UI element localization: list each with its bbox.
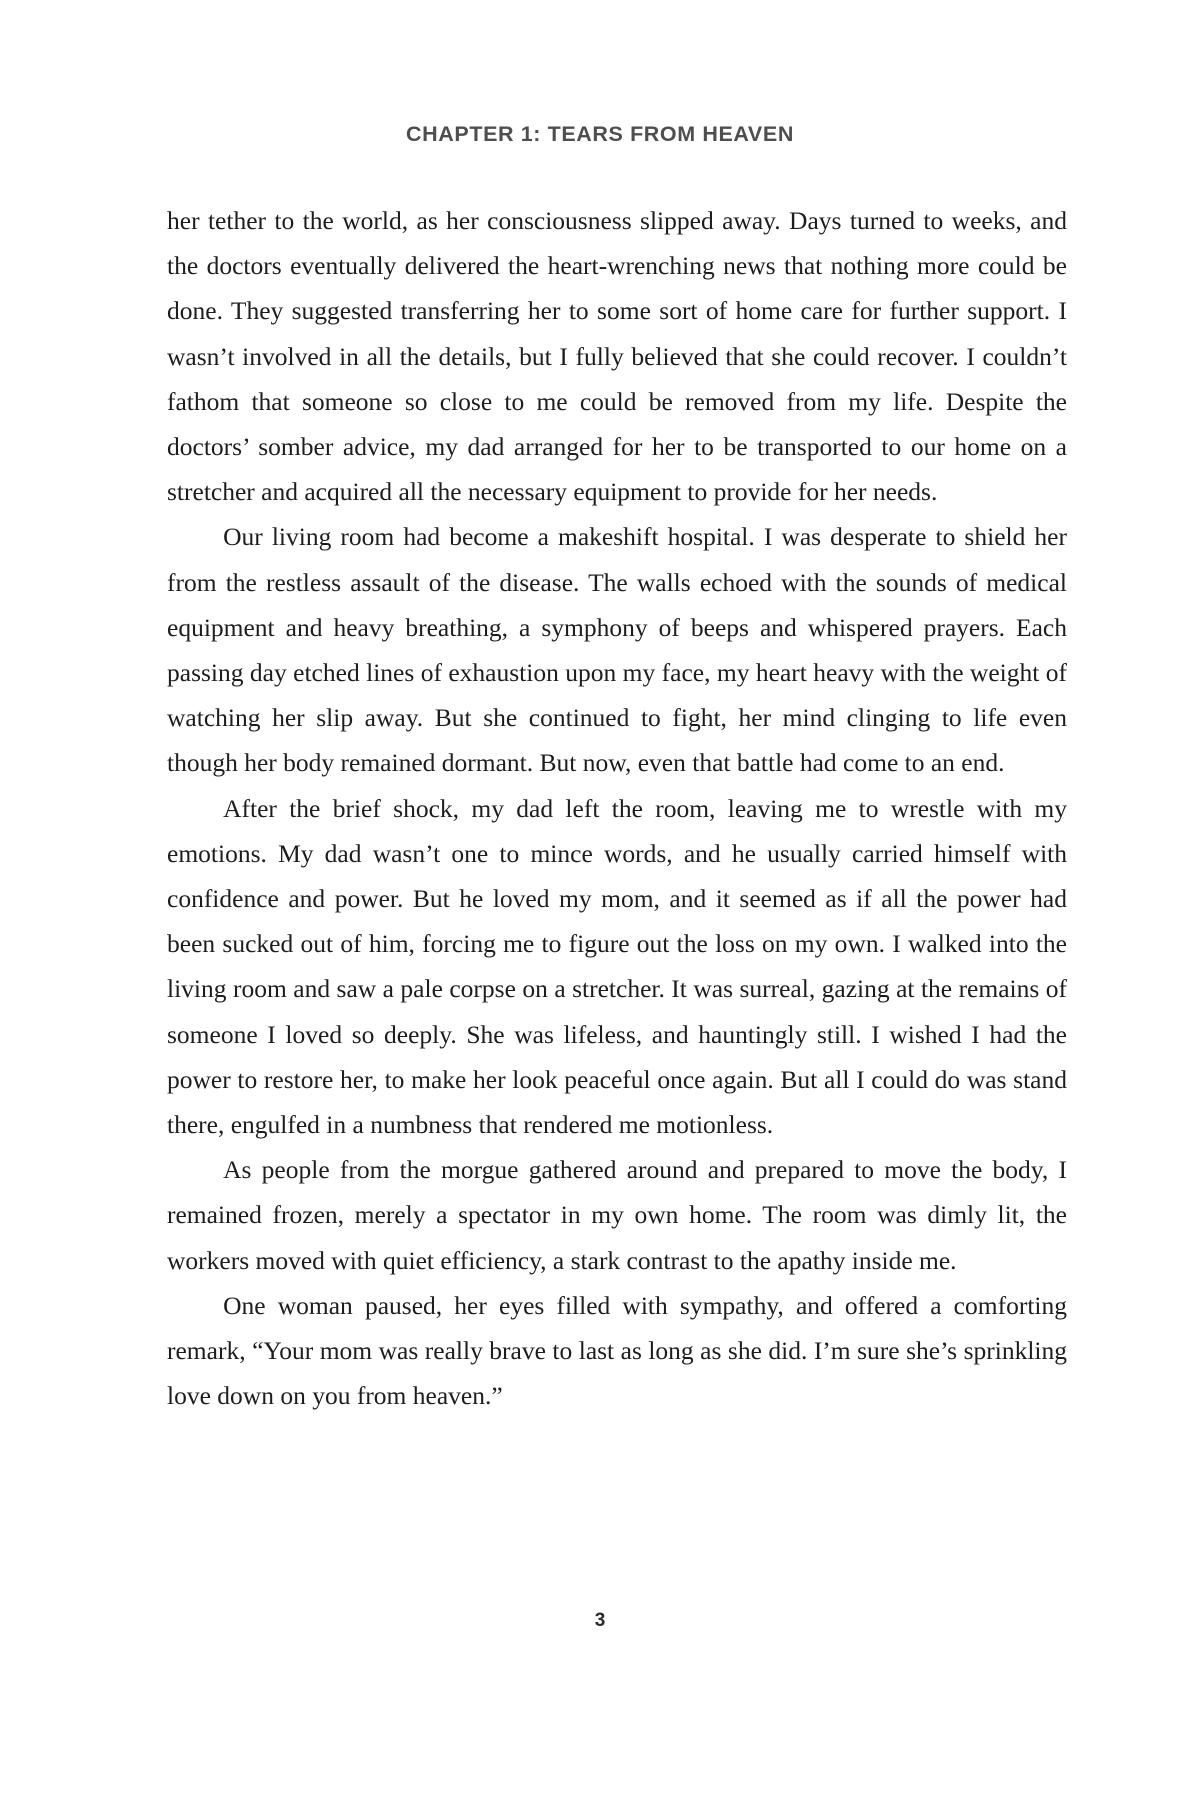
paragraph: As people from the morgue gathered around and prepared to move the body, I remained frozen, merely a spectator in my own home. The room was dimly lit, the workers moved with quiet efficiency, a stark contrast to the apathy inside me. [167, 1155, 1067, 1275]
paragraph: After the brief shock, my dad left the room, leaving me to wrestle with my emotions. My dad wasn’t one to mince words, and he usually carried himself with confidence and power. But he loved my mom, and it seemed as if all the power had been sucked out of him, forcing me to figure out the loss on my own. I walked into the living room and saw a pale corpse on a stretcher. It was surreal, gazing at the remains of someone I loved so deeply. She was lifeless, and hauntingly still. I wished I had the power to restore her, to make her look peaceful once again. But all I could do was stand there, engulfed in a numbness that rendered me motionless. [167, 793, 1067, 1140]
running-head: CHAPTER 1: TEARS FROM HEAVEN [406, 122, 794, 146]
paragraph: her tether to the world, as her consciousness slipped away. Days turned to weeks, and the doctors eventually delivered the heart-wrenching news that nothing more could be done. They suggested transferring her to some sort of home care for further support. I wasn’t involved in all the details, but I fully believed that she could recover. I couldn’t fathom that someone so close to me could be removed from my life. Despite the doctors’ somber advice, my dad arranged for her to be transported to our home on a stretcher and acquired all the necessary equipment to provide for her needs. [167, 206, 1067, 507]
paragraph: One woman paused, her eyes filled with sympathy, and offered a comforting remark, “Your mom was really brave to last as long as she did. I’m sure she’s sprinkling love down on you from heaven.” [167, 1290, 1067, 1411]
paragraph: Our living room had become a makeshift hospital. I was desperate to shield her from the restless assault of the disease. The walls echoed with the sounds of medical equipment and heavy breathing, a symphony of beeps and whispered prayers. Each passing day etched lines of exhaustion upon my face, my heart heavy with the weight of watching her slip away. But she continued to fight, her mind clinging to life even though her body remained dormant. But now, even that battle had come to an end. [167, 522, 1067, 778]
body-text [167, 198, 1067, 1418]
page-number: 3 [594, 1610, 606, 1631]
